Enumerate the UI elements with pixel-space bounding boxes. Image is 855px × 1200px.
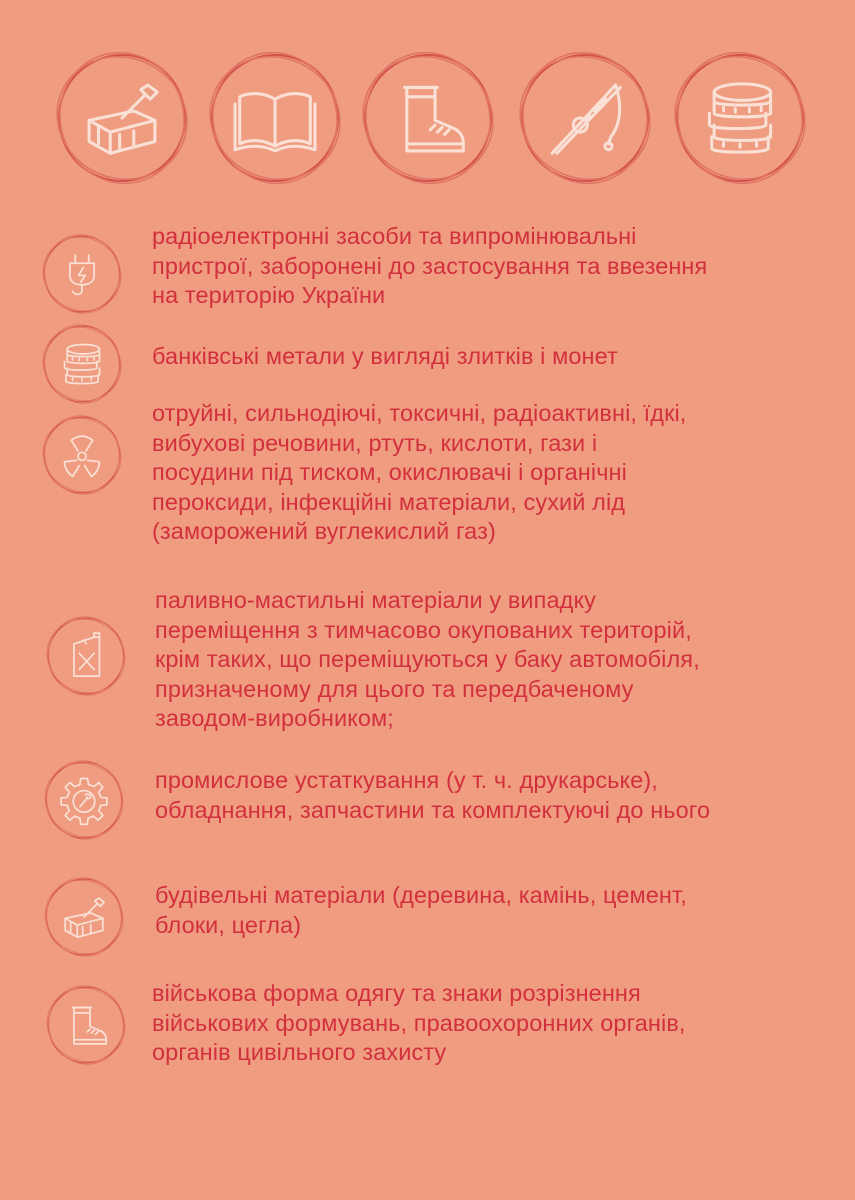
- plug-icon: [40, 232, 124, 316]
- list-item-text: отруйні, сильнодіючі, токсичні, радіоактивні, їдкі, вибухові речовини, ртуть, кислоти, гази і посудини під тиском, окислювачі і органічні пероксиди, інфекційні матеріали, сухий лід (заморожений вуглекислий газ): [152, 400, 687, 544]
- list-item-text: будівельні матеріали (деревина, камінь, цемент, блоки, цегла): [155, 882, 687, 938]
- boot-icon: [44, 983, 128, 1067]
- brick-trowel-icon: [42, 875, 126, 959]
- fishing-rod-icon: [515, 48, 655, 188]
- brick-trowel-icon: [52, 48, 192, 188]
- jerrycan-icon: [44, 614, 128, 698]
- gear-wrench-icon: [42, 758, 126, 842]
- boot-icon: [358, 48, 498, 188]
- list-item-text: військова форма одягу та знаки розрізнення військових формувань, правоохоронних органів, органів цивільного захисту: [152, 980, 686, 1065]
- list-item-text: паливно-мастильні матеріали у випадку переміщення з тимчасово окупованих територій, крім таких, що переміщуються у баку автомобіля, призначеному для цього та передбаченому заводом-виробником;: [155, 587, 700, 731]
- list-item-text: промислове устаткування (у т. ч. друкарське), обладнання, запчастини та комплектуючі до нього: [155, 767, 711, 823]
- top-icon-row: [0, 0, 855, 200]
- open-book-icon: [205, 48, 345, 188]
- radiation-icon: [40, 413, 124, 497]
- list-item-text: радіоелектронні засоби та випромінювальні пристрої, заборонені до застосування та ввезення на територію України: [152, 223, 708, 308]
- list-item-text: банківські метали у вигляді злитків і монет: [152, 343, 618, 369]
- coin-stack-icon: [40, 322, 124, 406]
- coin-stack-icon: [670, 48, 810, 188]
